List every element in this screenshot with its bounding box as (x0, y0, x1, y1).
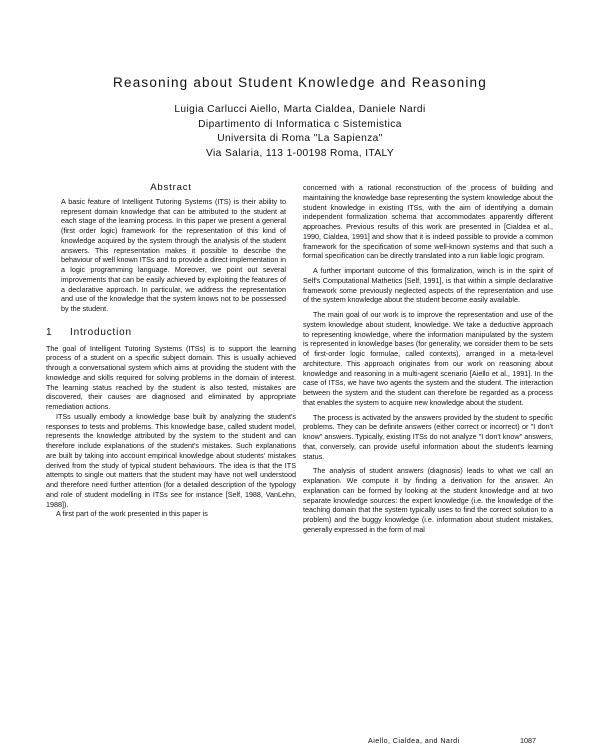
body-paragraph: The analysis of student answers (diagnosis) leads to what we call an explanation. We compute it by finding a derivation for the answer. An explanation can be formed by looking at the student knowledge and at two separate knowledge sources: the expert knowledge (i.e. the knowledge of the teaching domain that the system typically uses to find the correct solution to a problem) and the buggy knowledge (i.e. information about student mistakes, generally expressed in the form of mal (303, 466, 553, 534)
abstract-text: A basic feature of Intelligent Tutoring Systems (ITS) is their ability to represent domain knowledge that can be attributed to the student at each stage of the learning process. In this paper we present a general (first order logic) framework for the representation of this kind of knowledge acquired by the system through the analysis of the student answers. This representation makes it possible to describe the behaviour of well known ITSs and to provide a direct implementation in a logic programming language. Moreover, we point out several improvements that can be easily achieved by exploiting the features of a declarative approach. In particular, we address the representation and use of the knowledge that the system knows not to be possessed by the student. (61, 196, 286, 313)
abstract-heading: Abstract (150, 182, 192, 193)
section-title: Introduction (70, 326, 132, 338)
author-block (0, 103, 600, 161)
body-paragraph: ITSs usually embody a knowledge base built by analyzing the student's responses to tests and problems. This knowledge base, called student model, represents the knowledge attributed by the system to the student and can therefore include explanations of the student's mistakes. Such explanations are built by taking into account empirical knowledge about students' mistakes derived from the study of typical student behaviours. The idea is that the ITS attempts to single out matters that the student may have not well understood and therefore need further attention (for a detailed description of the typology and role of student modelling in ITSs see for instance [Self, 1988, VanLehn, 1988]). (46, 411, 296, 509)
right-column (303, 183, 553, 535)
body-paragraph: concerned with a rational reconstruction of the process of building and maintaining the knowledge base representing the system knowledge about the student knowledge in existing ITSs, with the aim of identifying a domain independent formalization schema that accommodates apparently different approaches. Previous results of this work are presented in [Cialdea et al., 1990, Cialdea, 1991] and show that it is indeed possible to provide a common framework for the specification of some well-known systems and that such a formal specification can be directly translated into a run liable logic program. (303, 183, 553, 261)
author-names: Luigia Carlucci Aiello, Marta Cialdea, Daniele Nardi (174, 104, 426, 115)
affiliation-line: Universita di Roma "La Sapienza" (217, 133, 383, 144)
section-number: 1 (46, 326, 53, 338)
affiliation-line: Via Salaria, 113 1-00198 Roma, ITALY (205, 147, 395, 159)
body-paragraph: A first part of the work presented in this paper is (56, 509, 208, 519)
body-paragraph: A further important outcome of this formalization, winch is in the spirit of Self's Computational Mathetics [Self, 1991], is that within a simple declarative framework some previously neglected aspects of the representation and use of the system knowledge about the student become easily available. (303, 266, 553, 305)
page-number: 1087 (520, 736, 536, 745)
body-paragraph: The process is activated by the answers provided by the student to specific problems. They can be definite answers (either correct or incorrect) or "I don't know" answers. Typically, existing ITSs do not analyze "I don't know" answers, that, conversely, can provide useful information about the student's learning status. (303, 412, 553, 461)
affiliation-line: Dipartimento di Informatica c Sistemistica (198, 118, 402, 130)
paper-title: Reasoning about Student Knowledge and Reasoning (113, 75, 487, 90)
body-paragraph: The main goal of our work is to improve the representation and use of the system knowledge about student, knowledge. We take a deductive approach to representing knowledge, where the information manipulated by the system is represented in knowledge bases (for generality, we consider them to be sets of first-order logic formulae, called contexts), arranged in a meta-level architecture. This approach originates from our work on reasoning about knowledge and reasoning in a multi-agent scenario [Aiello et al., 1991]. In the case of ITSs, we have two agents the system and the student. The interaction between the system and the student can therefore be regarded as a process that enables the system to acquire new knowledge about the student. (303, 310, 553, 407)
running-footer-authors: Aiello, Cialdea, and Nardi (368, 736, 460, 745)
left-column (46, 183, 296, 519)
section-heading (46, 328, 296, 338)
body-paragraph: The goal of Intelligent Tutoring Systems (ITSs) is to support the learning process of a student on a specific subject domain. This is usually achieved through a conversational system which aims at providing the student with the knowledge and skills required for solving problems in the domain of interest. The learning status reached by the student is also tested, mistakes are discovered, their causes are diagnosed and eliminated by appropriate remediation actions. (46, 343, 296, 411)
